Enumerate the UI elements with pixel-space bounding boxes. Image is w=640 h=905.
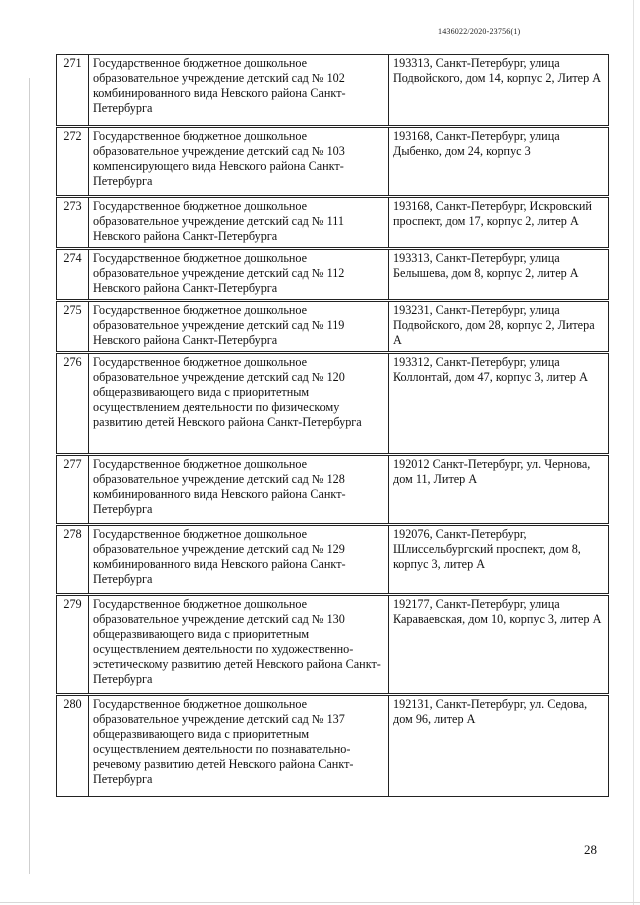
institution-address: 193313, Санкт-Петербург, улица Белышева, дом 8, корпус 2, литер А	[389, 249, 609, 301]
document-code: 1436022/2020-23756(1)	[438, 27, 521, 36]
table-row	[57, 197, 609, 249]
row-number: 273	[57, 197, 89, 249]
table-row	[57, 525, 609, 595]
row-number: 271	[57, 55, 89, 127]
table-row	[57, 455, 609, 525]
row-number: 272	[57, 127, 89, 197]
institution-name: Государственное бюджетное дошкольное образовательное учреждение детский сад № 102 комбинированного вида Невского района Санкт-Петербурга	[89, 55, 389, 127]
institution-name: Государственное бюджетное дошкольное образовательное учреждение детский сад № 137 общеразвивающего вида с приоритетным осуществлением деятельности по познавательно-речевому развитию детей Невского района Санкт-Петербурга	[89, 695, 389, 797]
institution-name: Государственное бюджетное дошкольное образовательное учреждение детский сад № 120 общеразвивающего вида с приоритетным осуществлением деятельности по физическому развитию детей Невского района Санкт-Петербурга	[89, 353, 389, 455]
page-number: 28	[584, 842, 597, 857]
row-number: 278	[57, 525, 89, 595]
row-number: 274	[57, 249, 89, 301]
table-row	[57, 301, 609, 353]
scan-edge-line	[29, 78, 30, 874]
table-row	[57, 127, 609, 197]
institution-name: Государственное бюджетное дошкольное образовательное учреждение детский сад № 128 комбинированного вида Невского района Санкт-Петербурга	[89, 455, 389, 525]
institution-address: 192076, Санкт-Петербург, Шлиссельбургский проспект, дом 8, корпус 3, литер А	[389, 525, 609, 595]
row-number: 280	[57, 695, 89, 797]
table-row	[57, 249, 609, 301]
scan-edge-line	[633, 0, 634, 905]
row-number: 279	[57, 595, 89, 695]
institution-name: Государственное бюджетное дошкольное образовательное учреждение детский сад № 119 Невского района Санкт-Петербурга	[89, 301, 389, 353]
row-number: 275	[57, 301, 89, 353]
institution-address: 193168, Санкт-Петербург, Искровский проспект, дом 17, корпус 2, литер А	[389, 197, 609, 249]
table-row	[57, 695, 609, 797]
registry-table	[56, 54, 609, 797]
row-number: 276	[57, 353, 89, 455]
table-row	[57, 55, 609, 127]
institution-name: Государственное бюджетное дошкольное образовательное учреждение детский сад № 129 комбинированного вида Невского района Санкт-Петербурга	[89, 525, 389, 595]
table-row	[57, 595, 609, 695]
institution-name: Государственное бюджетное дошкольное образовательное учреждение детский сад № 111 Невского района Санкт-Петербурга	[89, 197, 389, 249]
institution-address: 193313, Санкт-Петербург, улица Подвойского, дом 14, корпус 2, Литер А	[389, 55, 609, 127]
institution-name: Государственное бюджетное дошкольное образовательное учреждение детский сад № 130 общеразвивающего вида с приоритетным осуществлением деятельности по художественно-эстетическому развитию детей Невского района Санкт-Петербурга	[89, 595, 389, 695]
institution-address: 192012 Санкт-Петербург, ул. Чернова, дом 11, Литер А	[389, 455, 609, 525]
institution-address: 193231, Санкт-Петербург, улица Подвойского, дом 28, корпус 2, Литера А	[389, 301, 609, 353]
institution-address: 193168, Санкт-Петербург, улица Дыбенко, дом 24, корпус 3	[389, 127, 609, 197]
institution-address: 192177, Санкт-Петербург, улица Караваевская, дом 10, корпус 3, литер А	[389, 595, 609, 695]
row-number: 277	[57, 455, 89, 525]
institution-name: Государственное бюджетное дошкольное образовательное учреждение детский сад № 112 Невского района Санкт-Петербурга	[89, 249, 389, 301]
institution-address: 192131, Санкт-Петербург, ул. Седова, дом 96, литер А	[389, 695, 609, 797]
table-row	[57, 353, 609, 455]
institution-name: Государственное бюджетное дошкольное образовательное учреждение детский сад № 103 компенсирующего вида Невского района Санкт-Петербурга	[89, 127, 389, 197]
institution-address: 193312, Санкт-Петербург, улица Коллонтай, дом 47, корпус 3, литер А	[389, 353, 609, 455]
scan-edge-line	[0, 902, 640, 903]
